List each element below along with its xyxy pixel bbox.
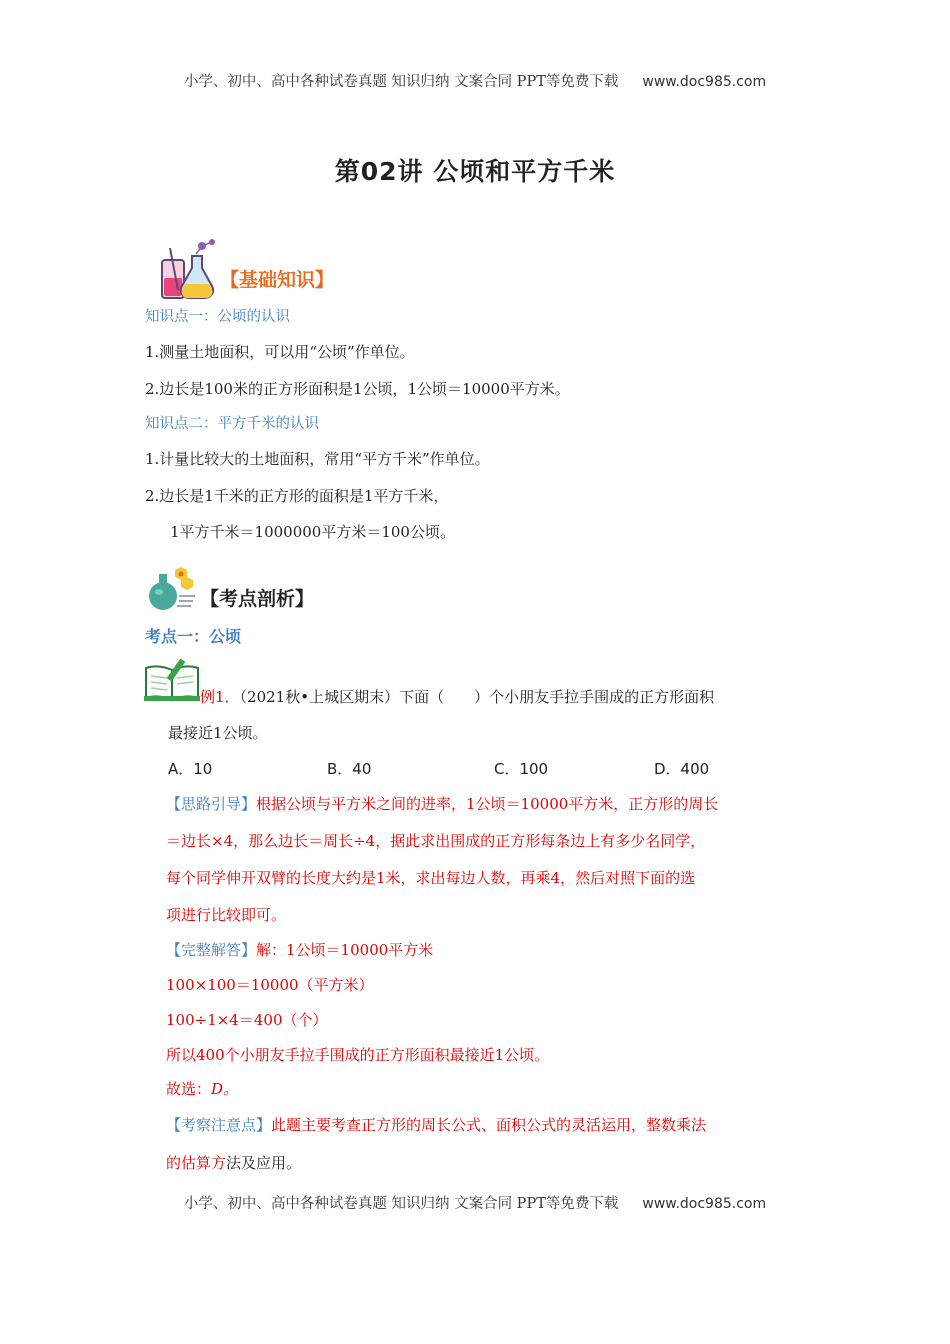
answer-label: 【完整解答】 [166, 941, 257, 959]
option-b: B．40 [327, 760, 372, 778]
choice-value: D。 [211, 1080, 239, 1098]
analysis-heading: 【考点剖析】 [200, 588, 315, 610]
header-url[interactable]: www.doc985.com [642, 74, 767, 90]
knowledge-point-1-title: 知识点一：公顷的认识 [145, 309, 290, 325]
book-icon [143, 656, 201, 702]
answer-line-3: 100÷1×4＝400（个） [166, 1011, 328, 1029]
kp1-item-2: 2.边长是100米的正方形面积是1公顷，1公顷＝10000平方米。 [145, 380, 570, 398]
kp1-item-1: 1.测量土地面积，可以用“公顷”作单位。 [145, 343, 415, 361]
note-line-2: 的估算方法及应用。 [166, 1154, 302, 1172]
guide-label: 【思路引导】 [166, 795, 257, 813]
guide-line-2: ＝边长×4，那么边长＝周长÷4，据此求出围成的正方形每条边上有多少名同学， [166, 832, 706, 850]
choice-prefix: 故选： [166, 1080, 212, 1098]
example-1-stem [200, 686, 714, 707]
knowledge-point-2-title: 知识点二：平方千米的认识 [145, 416, 319, 432]
kp2-item-2: 2.边长是1千米的正方形的面积是1平方千米， [145, 487, 449, 505]
guide-line-3: 每个同学伸开双臂的长度大约是1米，求出每边人数，再乘4，然后对照下面的选 [166, 869, 696, 887]
choice-line [166, 1078, 238, 1099]
basic-knowledge-heading: 【基础知识】 [220, 269, 335, 291]
page-header [0, 70, 950, 91]
note-line-1: 【考察注意点】此题主要考查正方形的周长公式、面积公式的灵活运用，整数乘法 [166, 1116, 707, 1134]
guide-line-1: 【思路引导】根据公顷与平方米之间的进率，1公顷＝10000平方米，正方形的周长 [166, 795, 719, 813]
kp2-item-1: 1.计量比较大的土地面积，常用“平方千米”作单位。 [145, 450, 490, 468]
flask-icon [152, 238, 220, 302]
answer-line-2: 100×100＝10000（平方米） [166, 976, 374, 994]
page-title: 第02讲 公顷和平方千米 [334, 157, 616, 186]
example-1-stem-line-1: （2021秋•上城区期末）下面（ ）个小朋友手拉手围成的正方形面积 [239, 688, 715, 706]
kp2-item-3: 1平方千米＝1000000平方米＝100公顷。 [170, 523, 455, 541]
example-1-label: 例1． [200, 688, 240, 706]
beaker-icon [145, 566, 197, 612]
example-1-stem-line-2: 最接近1公顷。 [168, 724, 268, 742]
answer-line-4: 所以400个小朋友手拉手围成的正方形面积最接近1公顷。 [166, 1046, 550, 1064]
exam-point-1-title: 考点一：公顷 [145, 627, 242, 646]
answer-line-1: 【完整解答】解：1公顷＝10000平方米 [166, 941, 434, 959]
guide-line-4: 项进行比较即可。 [166, 906, 287, 924]
footer-text: 小学、初中、高中各种试卷真题 知识归纳 文案合同 PPT等免费下载 [183, 1196, 619, 1212]
note-label: 【考察注意点】 [166, 1116, 272, 1134]
footer-url[interactable]: www.doc985.com [642, 1196, 767, 1212]
option-c: C．100 [494, 760, 549, 778]
page-footer [0, 1192, 950, 1213]
option-d: D．400 [654, 760, 710, 778]
header-text: 小学、初中、高中各种试卷真题 知识归纳 文案合同 PPT等免费下载 [183, 74, 619, 90]
option-a: A．10 [168, 760, 213, 778]
